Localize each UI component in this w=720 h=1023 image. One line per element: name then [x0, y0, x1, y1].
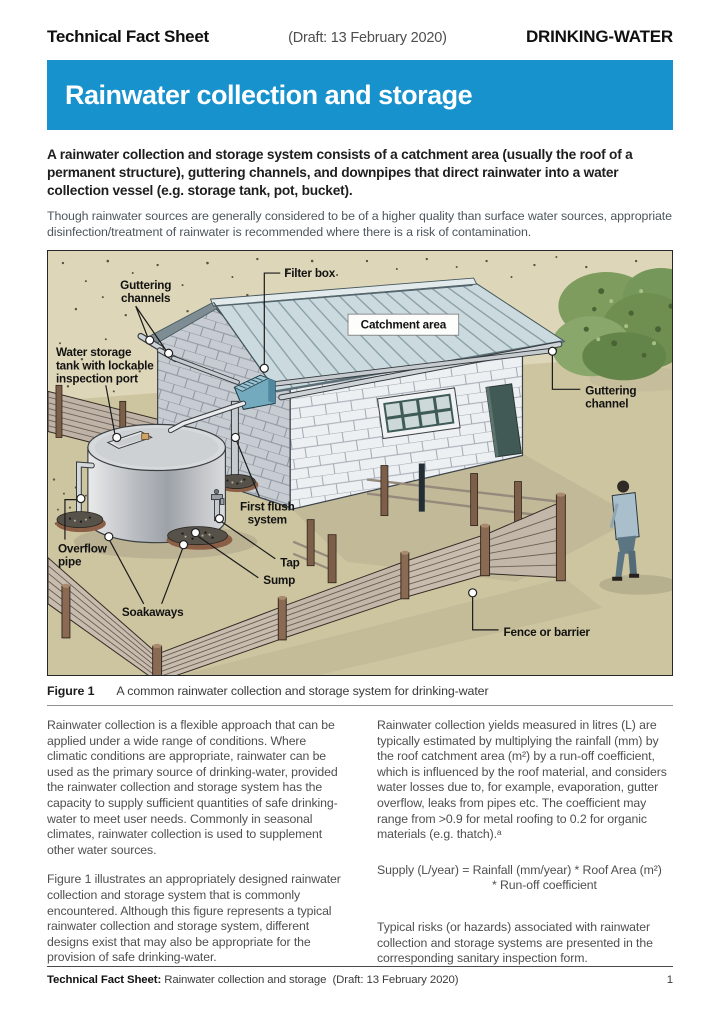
guttering-channel-label-1: Guttering: [585, 384, 637, 398]
guttering-channels-label-1: Guttering: [120, 279, 172, 293]
sump-label: Sump: [263, 573, 296, 587]
figure-caption-text: A common rainwater collection and storage system for drinking-water: [116, 684, 489, 698]
guttering-channel-label-2: channel: [585, 397, 629, 411]
water-storage-label-2: tank with lockable: [55, 359, 154, 373]
formula-line-1: Supply (L/year) = Rainfall (mm/year) * Roof Area (m²): [377, 862, 662, 877]
figure-1: [47, 250, 673, 676]
water-storage-label-3: inspection port: [55, 372, 138, 386]
page-number: 1: [666, 974, 673, 986]
right-paragraph-2: Typical risks (or hazards) associated with rainwater collection and storage systems are presented in the corresponding sanitary inspection form.: [377, 919, 653, 966]
caption-divider: [47, 705, 673, 706]
right-column: [377, 718, 673, 981]
left-paragraph-2: Figure 1 illustrates an appropriately designed rainwater collection and storage system that is commonly encountered. Although this figure represents a typical rainwater collection and storage system, different designs exist that may also be appropriate for the provision of safe drinking-water.: [47, 872, 341, 965]
figure-illustration: [48, 251, 672, 675]
header-title: Technical Fact Sheet: [47, 27, 209, 46]
overflow-pipe-label-2: pipe: [57, 555, 82, 569]
supply-formula: [377, 863, 673, 894]
intro-paragraph: A rainwater collection and storage system consists of a catchment area (usually the roof of a permanent structure), guttering channels, and downpipes that direct rainwater into a water collection vessel (e.g. storage tank, pot, bucket).: [47, 147, 633, 198]
tree: [551, 268, 672, 380]
first-flush-label-2: system: [247, 513, 287, 527]
port-lock: [142, 433, 149, 439]
guttering-channels-label-2: channels: [121, 292, 171, 306]
tap-label: Tap: [280, 556, 300, 570]
figure-caption-label: Figure 1: [47, 684, 95, 698]
catchment-area-label: Catchment area: [360, 318, 447, 332]
overflow-pipe-label-1: Overflow: [57, 542, 107, 556]
header-draft-date: (Draft: 13 February 2020): [288, 30, 447, 46]
water-tank: [88, 424, 226, 542]
page-header: [47, 0, 673, 47]
formula-line-2: * Run-off coefficient: [492, 878, 597, 893]
left-column: [47, 718, 343, 981]
first-flush-label-1: First flush: [239, 500, 295, 514]
soakaways-label: Soakaways: [121, 605, 184, 619]
page-footer: [47, 966, 673, 986]
overflow-soakaway: [56, 512, 106, 533]
note-paragraph: Though rainwater sources are generally considered to be of a higher quality than surface water sources, appropriate disinfection/treatment of rainwater is recommended where there is a risk of contamination.: [47, 209, 672, 239]
fence-label: Fence or barrier: [503, 625, 590, 639]
figure-caption: [47, 684, 673, 698]
catchment-area-box: [348, 314, 459, 335]
header-category: DRINKING-WATER: [525, 27, 673, 46]
page: [47, 0, 673, 981]
footer-draft: (Draft: 13 February 2020): [332, 974, 459, 986]
footer-text: [47, 974, 458, 986]
footer-title: Rainwater collection and storage: [164, 974, 327, 986]
water-storage-label-1: Water storage: [55, 346, 132, 360]
filter-box-label: Filter box: [284, 267, 336, 281]
footer-label: Technical Fact Sheet:: [47, 974, 162, 986]
right-paragraph-1: Rainwater collection yields measured in litres (L) are typically estimated by multiplying the rainfall (mm) by the roof catchment area (m²) by a run-off coefficient, which is influenced by the roof material, and considers water losses due to, for example, evaporation, gutter overflow, leaks from pipes etc. The coefficient may range from >0.9 for metal roofing to 0.2 for organic materials (e.g. thatch).ᵃ: [377, 718, 667, 842]
page-title: Rainwater collection and storage: [65, 79, 473, 110]
gate: [419, 464, 425, 512]
left-paragraph-1: Rainwater collection is a flexible approach that can be applied under a wide range of conditions. Where climatic conditions are appropriate, rainwater can be used as the primary source of drinking-water, provided the rainwater collection and storage system has the capacity to supply sufficient quantities of safe drinking-water to meet user needs. Commonly in seasonal climates, rainwater collection is used to supplement other water sources.: [47, 718, 338, 857]
title-banner: [47, 60, 673, 130]
body-columns: [47, 718, 673, 981]
